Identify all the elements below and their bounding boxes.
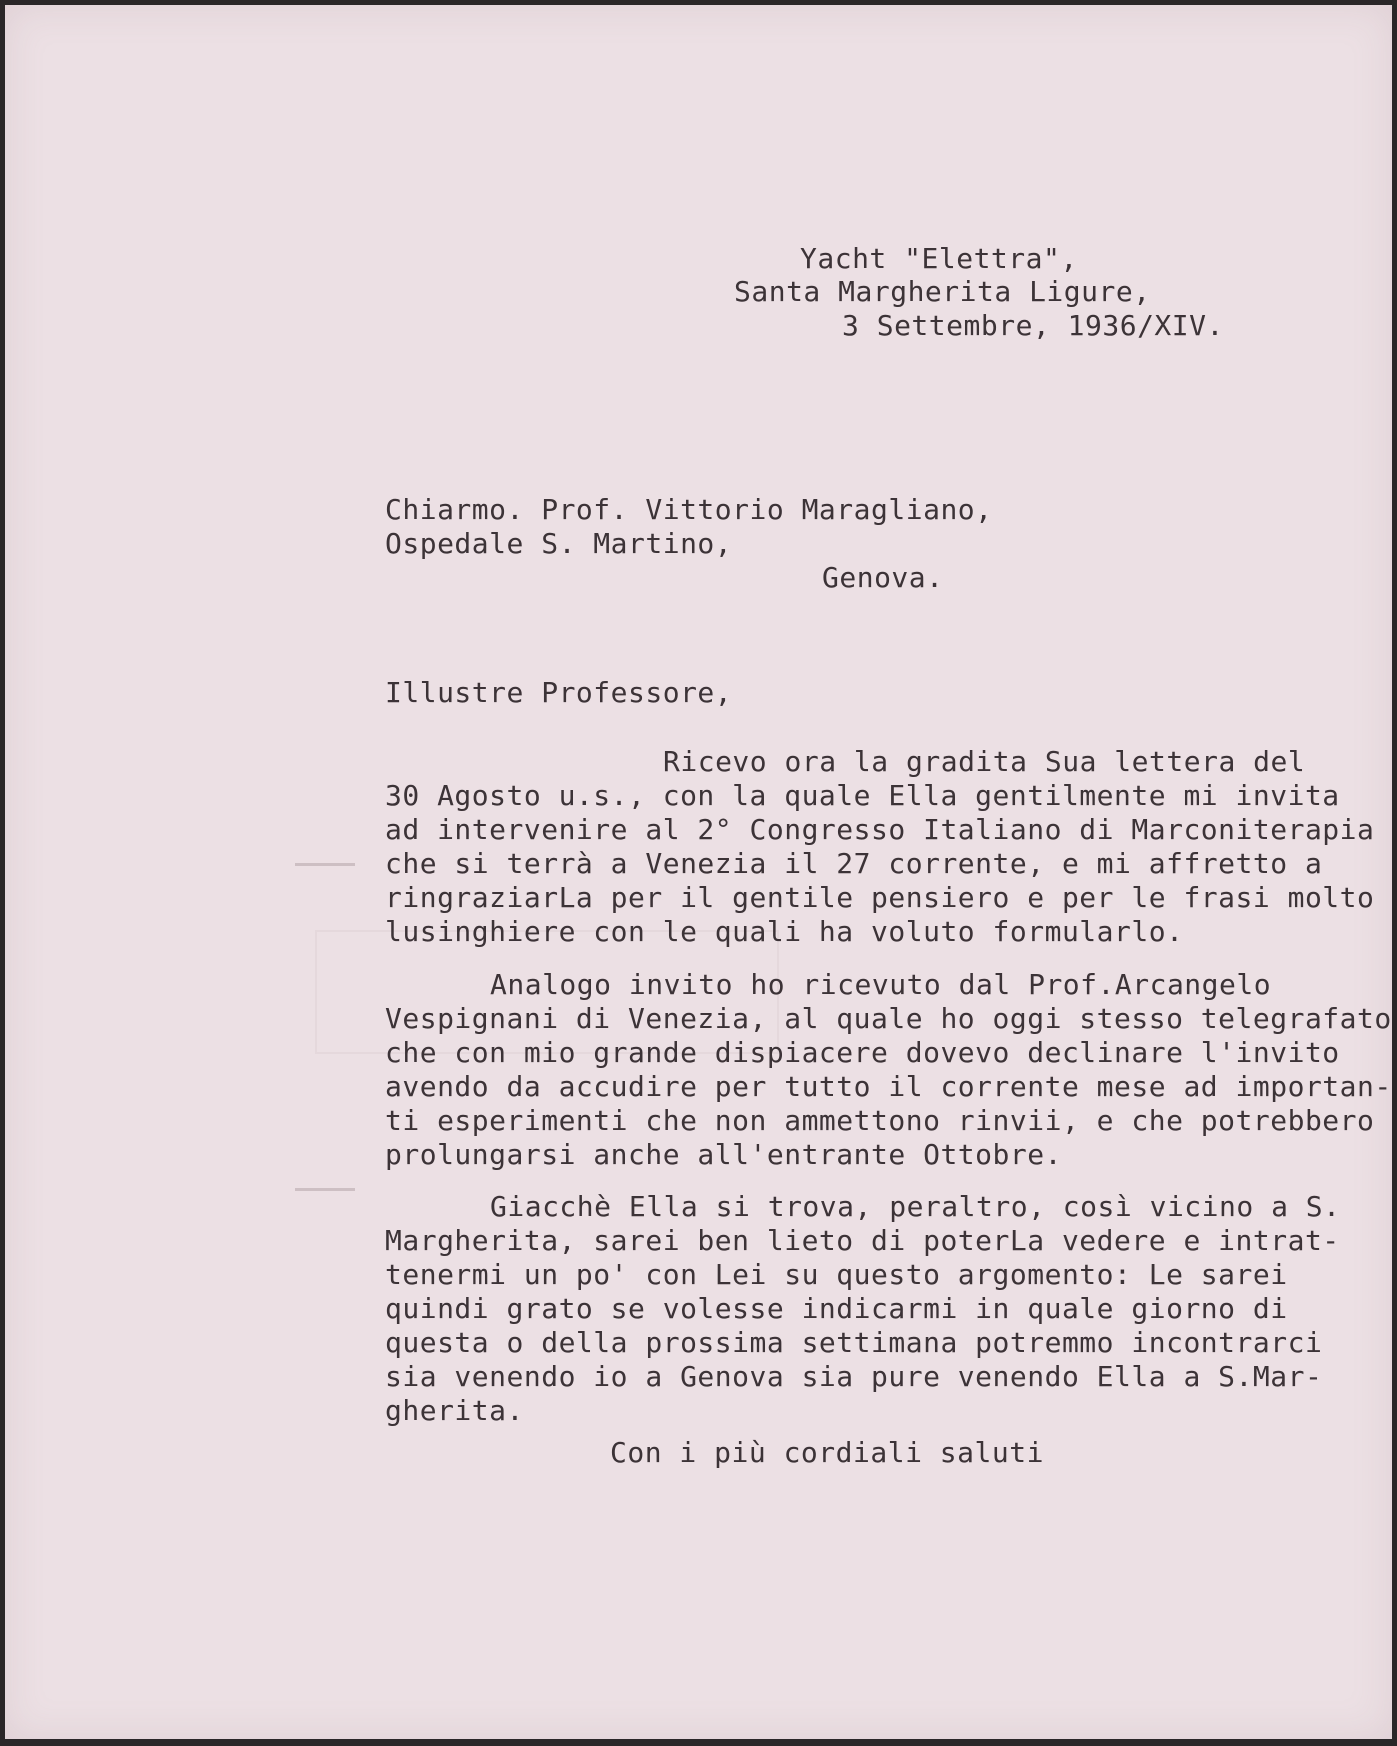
paragraph2-line: ti esperimenti che non ammettono rinvii, e che potrebbero xyxy=(385,1104,1375,1137)
paragraph3-line: sia venendo io a Genova sia pure venendo Ella a S.Mar- xyxy=(385,1360,1323,1393)
paragraph3-line: gherita. xyxy=(385,1394,524,1427)
paragraph2-line: avendo da accudire per tutto il corrente mese ad importan- xyxy=(385,1070,1392,1103)
paragraph1-line: lusinghiere con le quali ha voluto formularlo. xyxy=(385,915,1184,948)
paragraph3-line: quindi grato se volesse indicarmi in quale giorno di xyxy=(385,1292,1288,1325)
paragraph1-line: 30 Agosto u.s., con la quale Ella gentilmente mi invita xyxy=(385,779,1340,812)
paragraph3-line: tenermi un po' con Lei su questo argomento: Le sarei xyxy=(385,1258,1288,1291)
margin-mark xyxy=(295,1188,355,1191)
letter-date: 3 Settembre, 1936/XIV. xyxy=(842,309,1224,342)
margin-mark xyxy=(295,863,355,866)
letterhead-place: Santa Margherita Ligure, xyxy=(734,275,1151,308)
paragraph2-line: prolungarsi anche all'entrante Ottobre. xyxy=(385,1138,1062,1171)
paragraph1-line: ringraziarLa per il gentile pensiero e per le frasi molto xyxy=(385,881,1375,914)
addressee-name: Chiarmo. Prof. Vittorio Maragliano, xyxy=(385,493,993,526)
addressee-institution: Ospedale S. Martino, xyxy=(385,527,733,560)
paragraph3-line: Margherita, sarei ben lieto di poterLa vedere e intrat- xyxy=(385,1224,1340,1257)
addressee-city: Genova. xyxy=(822,561,944,594)
paragraph1-line: Ricevo ora la gradita Sua lettera del xyxy=(663,745,1306,778)
paragraph2-line: Analogo invito ho ricevuto dal Prof.Arcangelo xyxy=(490,968,1272,1001)
letterhead-yacht: Yacht "Elettra", xyxy=(800,242,1078,275)
paragraph3-line: Giacchè Ella si trova, peraltro, così vicino a S. xyxy=(490,1190,1341,1223)
salutation: Illustre Professore, xyxy=(385,676,733,709)
paragraph3-line: questa o della prossima settimana potremmo incontrarci xyxy=(385,1326,1323,1359)
paragraph1-line: che si terrà a Venezia il 27 corrente, e mi affretto a xyxy=(385,847,1323,880)
closing: Con i più cordiali saluti xyxy=(610,1436,1044,1469)
paragraph2-line: Vespignani di Venezia, al quale ho oggi stesso telegrafato xyxy=(385,1002,1392,1035)
paragraph2-line: che con mio grande dispiacere dovevo declinare l'invito xyxy=(385,1036,1340,1069)
paragraph1-line: ad intervenire al 2° Congresso Italiano di Marconiterapia xyxy=(385,813,1375,846)
letter-page xyxy=(5,5,1392,1739)
